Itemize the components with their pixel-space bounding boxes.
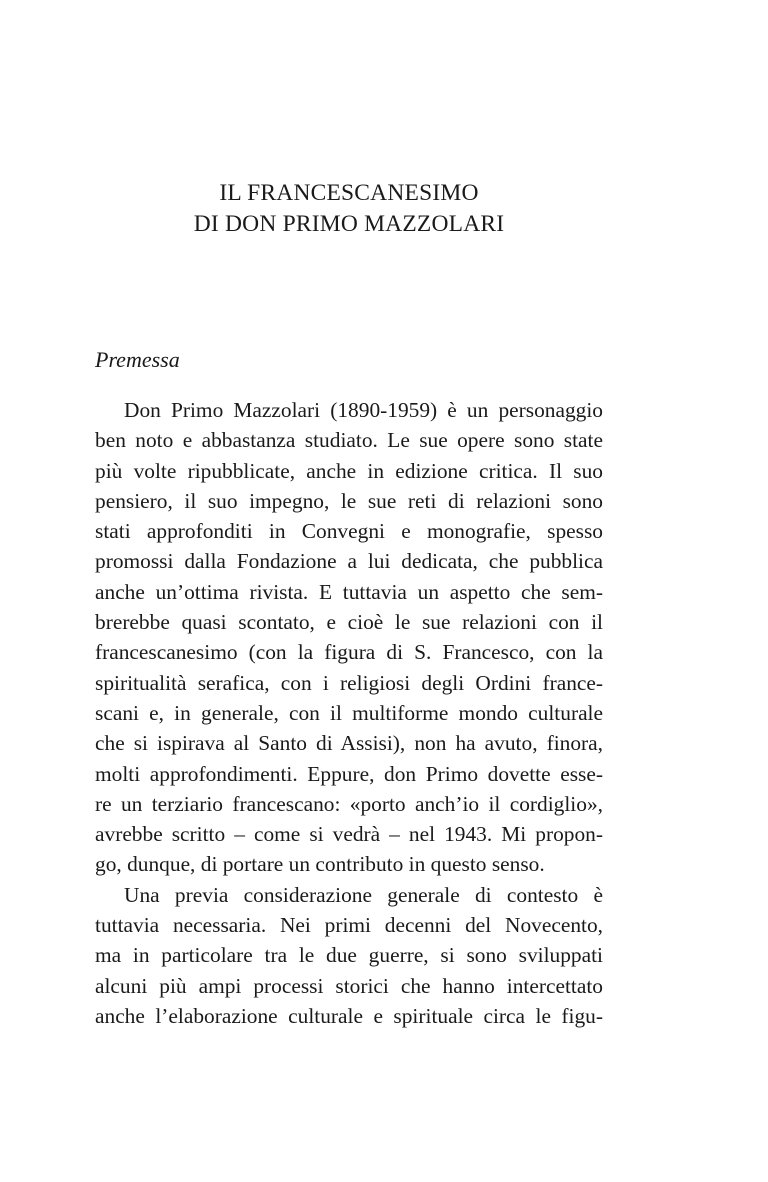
text-line: promossi dalla Fondazione a lui dedicata, che pubblica bbox=[95, 549, 603, 574]
text-line: re un terziario francescano: «porto anch’io il cordiglio», bbox=[95, 791, 603, 816]
text-line: alcuni più ampi processi storici che hanno intercettato bbox=[95, 973, 603, 998]
text-line: anche l’elaborazione culturale e spirituale circa le figu- bbox=[95, 1003, 603, 1028]
chapter-title-line-1: IL FRANCESCANESIMO bbox=[219, 180, 479, 206]
text-line: Don Primo Mazzolari (1890-1959) è un personaggio bbox=[124, 398, 603, 422]
section-heading: Premessa bbox=[95, 347, 180, 372]
text-line: che si ispirava al Santo di Assisi), non ha avuto, finora, bbox=[95, 731, 603, 756]
text-line: scani e, in generale, con il multiforme mondo culturale bbox=[95, 700, 603, 725]
text-line: Una previa considerazione generale di contesto è bbox=[124, 882, 603, 907]
text-line: pensiero, il suo impegno, le sue reti di relazioni sono bbox=[95, 488, 603, 513]
text-line: molti approfondimenti. Eppure, don Primo dovette esse- bbox=[95, 761, 603, 786]
text-line: go, dunque, di portare un contributo in questo senso. bbox=[95, 852, 545, 877]
text-line: anche un’ottima rivista. E tuttavia un aspetto che sem- bbox=[95, 579, 603, 604]
text-line: francescanesimo (con la figura di S. Francesco, con la bbox=[95, 640, 603, 665]
text-line: brerebbe quasi scontato, e cioè le sue relazioni con il bbox=[95, 610, 603, 635]
text-line: ben noto e abbastanza studiato. Le sue opere sono state bbox=[95, 428, 603, 453]
text-line: avrebbe scritto – come si vedrà – nel 1943. Mi propon- bbox=[95, 822, 603, 847]
text-line: tuttavia necessaria. Nei primi decenni del Novecento, bbox=[95, 913, 603, 938]
text-line: più volte ripubblicate, anche in edizione critica. Il suo bbox=[95, 458, 603, 483]
text-line: spiritualità serafica, con i religiosi degli Ordini france- bbox=[95, 670, 603, 695]
chapter-title-line-2: DI DON PRIMO MAZZOLARI bbox=[193, 211, 505, 237]
body-text bbox=[95, 395, 603, 1031]
text-line: stati approfonditi in Convegni e monografie, spesso bbox=[95, 519, 603, 544]
text-line: ma in particolare tra le due guerre, si sono sviluppati bbox=[95, 943, 603, 968]
